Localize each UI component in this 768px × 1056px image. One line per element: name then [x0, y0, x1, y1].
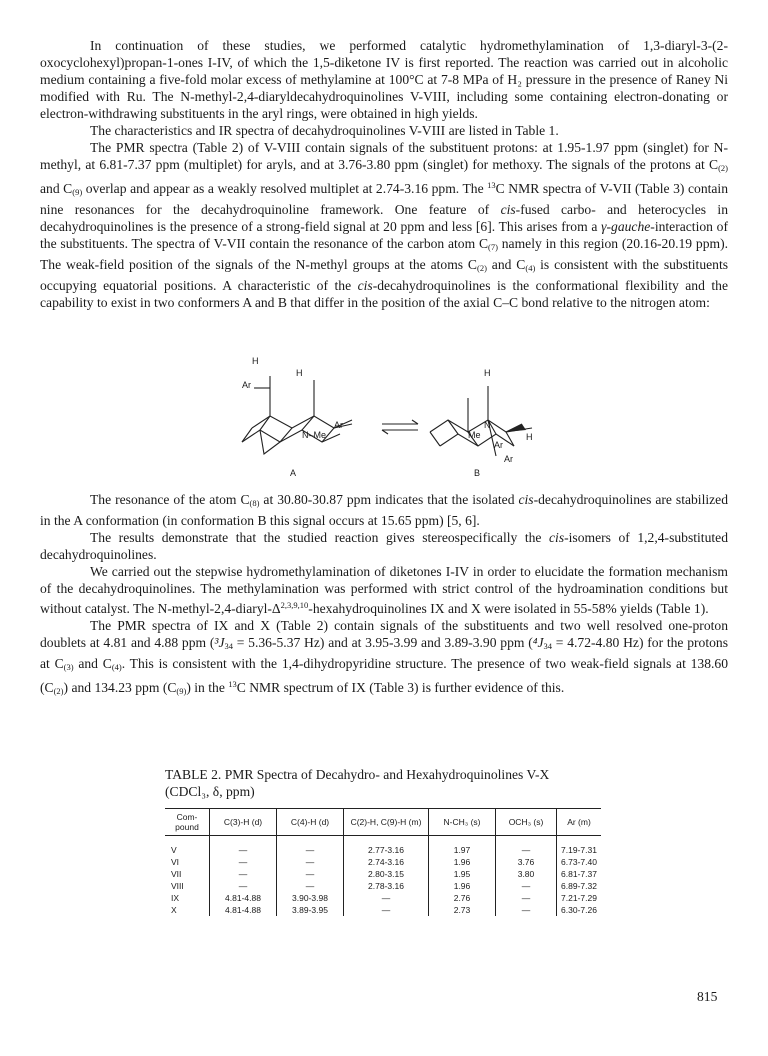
italic-cis: cis [500, 202, 516, 217]
table-cell: — [210, 836, 277, 857]
italic-cis: cis [549, 530, 565, 545]
table-cell: 1.97 [429, 836, 496, 857]
text-run: We carried out the stepwise hydromethylamination of diketones I-IV in order to elucidate the formation mechanism of the decahydroquinolines. The methylamination was performed with strict control of the hydroamination conditions but without catalyst. The N-methyl-2,4-diaryl-Δ [40, 564, 728, 616]
text-run: = 5.36-5.37 Hz) and at 3.95-3.99 and 3.89-3.90 ppm ( [232, 635, 533, 650]
text-run: The PMR spectra of IX and X (Table 2) contain signals of the substituents and two well resolved one-proton doublets at 4.81 and 4.88 ppm ( [40, 618, 728, 650]
pmr-table [165, 808, 601, 916]
body-text-bottom [40, 491, 728, 700]
table-cell: 6.30-7.26 [557, 904, 602, 916]
conformer-a-bonds [242, 376, 352, 454]
label-n-me: N–Me [302, 430, 327, 440]
text-run: -hexahydroquinolines IX and X were isolated in 55-58% yields (Table 1). [308, 601, 709, 616]
superscript: 13 [487, 180, 496, 190]
superscript: 13 [228, 679, 237, 689]
table-row [165, 880, 601, 892]
conformer-scheme [222, 358, 562, 478]
header-c4h: C(4)-H (d) [277, 809, 344, 836]
subscript: (4) [525, 263, 536, 273]
table-cell: VI [171, 857, 180, 867]
table-cell: 2.80-3.15 [344, 868, 429, 880]
header-compound: Com-pound [165, 809, 210, 836]
paragraph-6 [40, 563, 728, 617]
table-cell: — [277, 880, 344, 892]
text-run: The PMR spectra (Table 2) of V-VIII contain signals of the substituent protons: at 1.95-1.97 ppm (singlet) for N-methyl, at 6.81-7.37 ppm (multiplet) for aryls, and at 3.76-3.80 ppm (singlet) for methoxy. The signals of the protons at C [40, 140, 728, 172]
table-cell: — [277, 868, 344, 880]
table-cell: 3.90-3.98 [277, 892, 344, 904]
table-cell: VII [171, 869, 182, 879]
label-h: H [296, 368, 303, 378]
subscript: (9) [72, 187, 83, 197]
paragraph-3 [40, 139, 728, 311]
table-cell: — [496, 880, 557, 892]
table-cell: 6.89-7.32 [557, 880, 602, 892]
text-run: -isomers of 1,2,4-substituted decahydroquinolines. [40, 530, 728, 562]
paragraph-4 [40, 491, 728, 529]
page-number: 815 [697, 989, 718, 1004]
conformer-b-label: B [474, 468, 481, 478]
text-run: is consistent with the substituents occupying equatorial positions. A characteristic of the [40, 257, 729, 293]
table-cell: 3.76 [496, 856, 557, 868]
table-cell: 1.96 [429, 880, 496, 892]
table-cell: IX [171, 893, 180, 903]
table-cell: — [496, 904, 557, 916]
label-ar: Ar [334, 420, 343, 430]
text-run: at 30.80-30.87 ppm indicates that the isolated [259, 492, 519, 507]
table-row [165, 856, 601, 868]
subscript: (2) [718, 163, 728, 173]
italic-cis: cis [518, 492, 534, 507]
table-row [165, 892, 601, 904]
table-cell: 7.21-7.29 [557, 892, 602, 904]
equilibrium-arrows [382, 420, 418, 434]
table-cell: — [344, 904, 429, 916]
table-title: TABLE 2. PMR Spectra of Decahydro- and Hexahydroquinolines V-X [165, 767, 550, 782]
table-row [165, 868, 601, 880]
table-cell: 2.78-3.16 [344, 880, 429, 892]
text-run: The resonance of the atom C [90, 492, 250, 507]
table-cell: V [171, 845, 177, 855]
table-cell: — [210, 856, 277, 868]
header-c3h: C(3)-H (d) [210, 809, 277, 836]
header-nch3: N-CH₃ (s) [429, 809, 496, 836]
text-run: The results demonstrate that the studied reaction gives stereospecifically the [90, 530, 550, 545]
table-cell: 6.73-7.40 [557, 856, 602, 868]
conformer-b-bonds [430, 386, 532, 456]
text-run: = 4.72-4.80 Hz) for the protons at C [40, 635, 729, 671]
text-run: namely in this region (20.16-20.19 ppm). The weak-field position of the signals of the N-methyl groups at the atoms C [40, 236, 728, 272]
table-cell: VIII [171, 881, 184, 891]
table-caption [165, 766, 605, 800]
table-cell: — [210, 880, 277, 892]
table-header-row [165, 809, 601, 836]
italic-gamma-gauche: γ-gauche [601, 219, 651, 234]
label-ar: Ar [494, 440, 503, 450]
text-run: and C [73, 656, 112, 671]
table-cell: — [496, 892, 557, 904]
italic-j: ³J [214, 635, 225, 650]
subscript: (3) [63, 662, 74, 672]
subscript: 34 [543, 641, 553, 651]
text-run: ) in the [186, 680, 229, 695]
table-cell: — [496, 836, 557, 857]
text-run: C NMR spectra of V-VII (Table 3) contain nine resonances for the decahydroquinoline framework. One feature of [40, 181, 729, 217]
label-n: N [484, 420, 491, 430]
text-run: -decahydroquinolines are stabilized in the A conformation (in conformation B this signal occurs at 15.65 ppm) [5, 6]. [40, 492, 728, 528]
paragraph-2: The characteristics and IR spectra of decahydroquinolines V-VIII are listed in Table 1. [90, 123, 559, 138]
body-text-top [40, 37, 728, 311]
subscript: (2) [477, 263, 487, 273]
table-cell: X [171, 905, 177, 915]
table-cell: 1.95 [429, 868, 496, 880]
table-cell: — [344, 892, 429, 904]
label-h: H [484, 368, 491, 378]
table-cell: 2.73 [429, 904, 496, 916]
italic-cis: cis [357, 278, 373, 293]
header-och3: OCH₃ (s) [496, 809, 557, 836]
table-cell: 2.77-3.16 [344, 836, 429, 857]
label-ar: Ar [504, 454, 513, 464]
table-cell: 4.81-4.88 [210, 904, 277, 916]
conformer-a-label: A [290, 468, 297, 478]
text-run: -interaction of the substituents. The spectra of V-VII contain the resonance of the carbon atom C [40, 219, 729, 251]
subscript: (2) [53, 686, 64, 696]
header-c2h-c9h: C(2)-H, C(9)-H (m) [344, 809, 429, 836]
table-cell: 2.74-3.16 [344, 856, 429, 868]
table-cell: 7.19-7.31 [557, 836, 602, 857]
table-subtitle: (CDCl₃, δ, ppm) [165, 784, 255, 799]
subscript: 34 [224, 641, 233, 651]
text-run: -decahydroquinolines is the conformational flexibility and the capability to exist in two conformers A and B that differ in the position of the axial C–C bond relative to the nitrogen atom: [40, 278, 728, 310]
wedge-bond [506, 424, 526, 432]
superscript: 2,3,9,10 [280, 600, 309, 610]
text-run: and C [486, 257, 526, 272]
table-cell: 3.89-3.95 [277, 904, 344, 916]
table-cell: 1.96 [429, 856, 496, 868]
subscript: (9) [176, 686, 187, 696]
table-cell: 2.76 [429, 892, 496, 904]
italic-j: ⁴J [532, 635, 544, 650]
text-run: C NMR spectrum of IX (Table 3) is further evidence of this. [236, 680, 565, 695]
text-run: overlap and appear as a weakly resolved multiplet at 2.74-3.16 ppm. The [82, 181, 488, 196]
text-run: and C [40, 181, 73, 196]
table-cell: — [210, 868, 277, 880]
paragraph-5 [40, 529, 728, 563]
table-cell: 4.81-4.88 [210, 892, 277, 904]
label-h: H [526, 432, 533, 442]
table-cell: — [277, 856, 344, 868]
table-cell: 6.81-7.37 [557, 868, 602, 880]
table-row [165, 836, 601, 857]
text-run: ) and 134.23 ppm (C [63, 680, 177, 695]
header-ar: Ar (m) [557, 809, 602, 836]
subscript: (7) [488, 242, 498, 252]
text-run: . This is consistent with the 1,4-dihydropyridine structure. The presence of two weak-field signals at 138.60 (C [40, 656, 729, 695]
label-h: H [252, 356, 259, 366]
subscript: (4) [111, 662, 122, 672]
label-me: Me [468, 430, 481, 440]
table-cell: 3.80 [496, 868, 557, 880]
table-row [165, 904, 601, 916]
paragraph-7 [40, 617, 728, 700]
table-cell: — [277, 836, 344, 857]
subscript: (8) [249, 498, 260, 508]
text-run: -fused carbo- and heterocycles in decahydroquinolines is the presence of a strong-field signal at 20 ppm and less [6]. This arises from a [40, 202, 728, 234]
label-ar: Ar [242, 380, 251, 390]
paragraph-1: In continuation of these studies, we performed catalytic hydromethylamination of 1,3-diaryl-3-(2-oxocyclohexyl)propan-1-ones I-IV, of which the 1,5-diketone IV is first reported. The reaction was carried out in alcoholic medium containing a five-fold molar excess of methylamine at 100°C at 7-8 MPa of H₂ pressure in the presence of Raney Ni modified with Ru. The N-methyl-2,4-diaryldecahydroquinolines V-VIII, including some containing electron-donating or electron-withdrawing substituents in the aryl rings, were obtained in high yields. [40, 38, 728, 121]
